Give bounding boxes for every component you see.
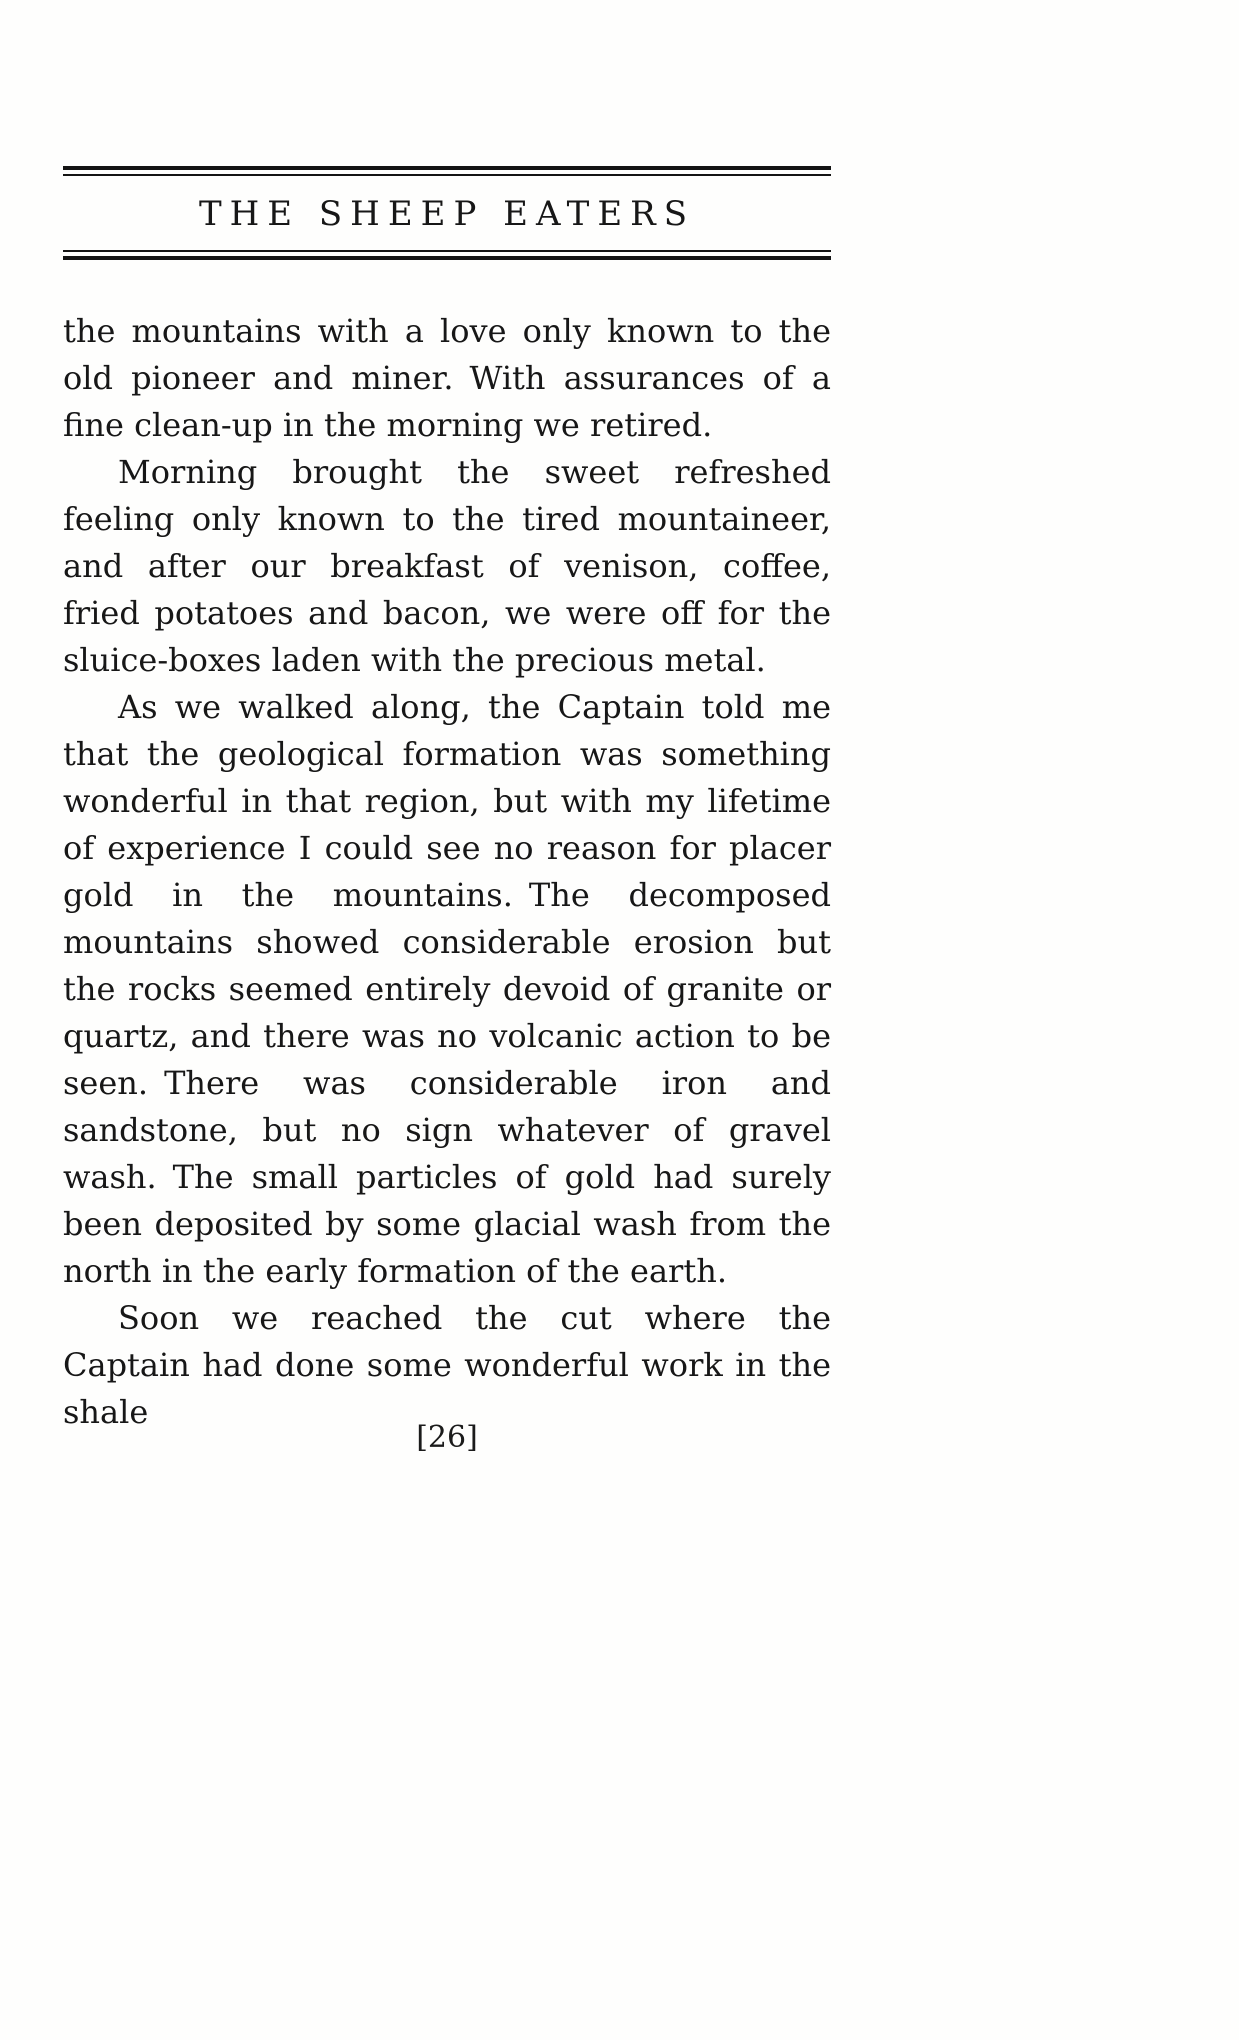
page-number: [26] xyxy=(416,1420,478,1455)
paragraph-continued: the mountains with a love only known to the old pioneer and miner. With assurances of a fine clean-up in the morning we retired. xyxy=(63,312,831,444)
paragraph: Soon we reached the cut where the Captain had done some wonderful work in the shale xyxy=(63,1299,831,1431)
body-text xyxy=(63,308,831,1436)
text-column xyxy=(63,0,831,1436)
running-header xyxy=(63,166,831,260)
paragraph: Morning brought the sweet refreshed feeling only known to the tired mountaineer, and after our breakfast of venison, coffee, fried potatoes and bacon, we were off for the sluice-boxes laden with the precious metal. xyxy=(63,453,831,679)
bottom-double-rule xyxy=(63,250,831,260)
paragraph: As we walked along, the Captain told me that the geological formation was something wonderful in that region, but with my lifetime of experience I could see no reason for placer gold in the mountains. The decomposed mountains showed considerable erosion but the rocks seemed entirely devoid of granite or quartz, and there was no volcanic action to be seen. There was considerable iron and sandstone, but no sign whatever of gravel wash. The small particles of gold had surely been deposited by some glacial wash from the north in the early formation of the earth. xyxy=(63,688,831,1290)
page-title: THE SHEEP EATERS xyxy=(198,194,696,234)
top-double-rule xyxy=(63,166,831,176)
